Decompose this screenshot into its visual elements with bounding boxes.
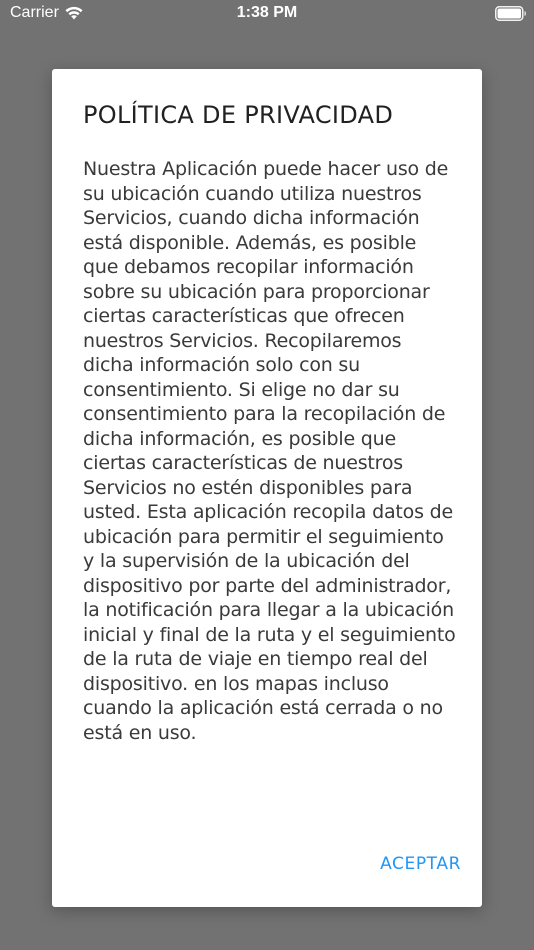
battery-icon — [495, 6, 527, 21]
privacy-policy-dialog — [52, 69, 482, 907]
dialog-title: POLÍTICA DE PRIVACIDAD — [83, 101, 394, 129]
carrier-label: Carrier — [10, 4, 59, 21]
status-bar — [0, 0, 534, 30]
accept-button[interactable]: ACEPTAR — [380, 854, 461, 874]
dialog-body-text: Nuestra Aplicación puede hacer uso de su ubicación cuando utiliza nuestros Servicios, cuando dicha información está disponible. Además, es posible que debamos recopilar información sobre su ubicación para proporcionar ciertas características que ofrecen nuestros Servicios. Recopilaremos dicha información solo con su consentimiento. Si elige no dar su consentimiento para la recopilación de dicha información, es posible que ciertas características de nuestros Servicios no estén disponibles para usted. Esta aplicación recopila datos de ubicación para permitir el seguimiento y la supervisión de la ubicación del dispositivo por parte del administrador, la notificación para llegar a la ubicación inicial y final de la ruta y el seguimiento de la ruta de viaje en tiempo real del dispositivo. en los mapas incluso cuando la aplicación está cerrada o no está en uso. — [83, 158, 456, 744]
status-time: 1:38 PM — [236, 4, 298, 21]
